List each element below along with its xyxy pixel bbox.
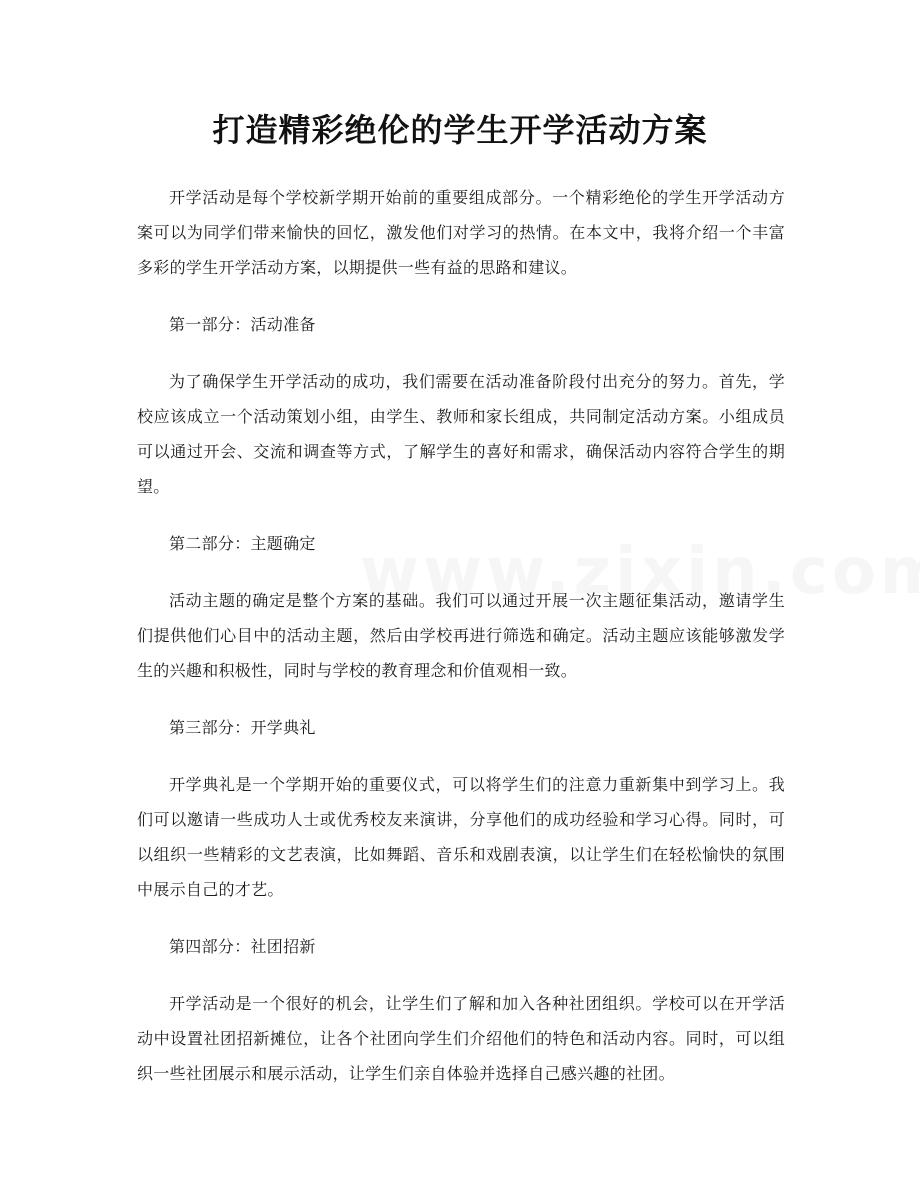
section-heading-2: 第二部分：主题确定 <box>169 534 316 553</box>
section-paragraph-2: 活动主题的确定是整个方案的基础。我们可以通过开展一次主题征集活动，邀请学生们提供他们心目中的活动主题，然后由学校再进行筛选和确定。活动主题应该能够激发学生的兴趣和积极性，同时与学校的教育理念和价值观相一致。 <box>137 591 785 680</box>
section-paragraph-1: 为了确保学生开学活动的成功，我们需要在活动准备阶段付出充分的努力。首先，学校应该成立一个活动策划小组，由学生、教师和家长组成，共同制定活动方案。小组成员可以通过开会、交流和调查等方式，了解学生的喜好和需求，确保活动内容符合学生的期望。 <box>137 372 785 496</box>
intro-paragraph: 开学活动是每个学校新学期开始前的重要组成部分。一个精彩绝伦的学生开学活动方案可以为同学们带来愉快的回忆，激发他们对学习的热情。在本文中，我将介绍一个丰富多彩的学生开学活动方案，以期提供一些有益的思路和建议。 <box>137 188 785 277</box>
section-heading-3: 第三部分：开学典礼 <box>169 718 316 737</box>
section-heading-4: 第四部分：社团招新 <box>169 937 316 956</box>
section-paragraph-3: 开学典礼是一个学期开始的重要仪式，可以将学生们的注意力重新集中到学习上。我们可以邀请一些成功人士或优秀校友来演讲，分享他们的成功经验和学习心得。同时，可以组织一些精彩的文艺表演，比如舞蹈、音乐和戏剧表演，以让学生们在轻松愉快的氛围中展示自己的才艺。 <box>137 775 785 899</box>
document-body <box>137 180 785 1113</box>
section-heading-1: 第一部分：活动准备 <box>169 315 316 334</box>
section-paragraph-4: 开学活动是一个很好的机会，让学生们了解和加入各种社团组织。学校可以在开学活动中设置社团招新摊位，让各个社团向学生们介绍他们的特色和活动内容。同时，可以组织一些社团展示和展示活动，让学生们亲自体验并选择自己感兴趣的社团。 <box>137 994 785 1083</box>
document-title: 打造精彩绝伦的学生开学活动方案 <box>212 111 708 149</box>
